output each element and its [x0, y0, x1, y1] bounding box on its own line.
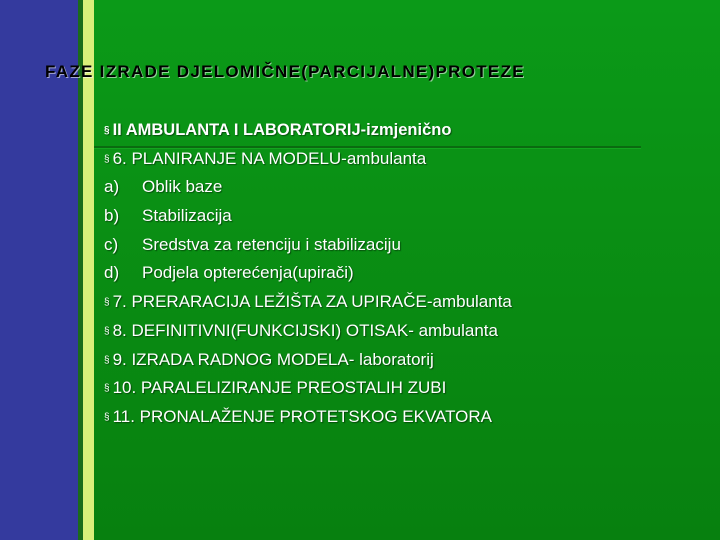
bullet-icon: § — [104, 297, 110, 309]
list-item-text: II AMBULANTA I LABORATORIJ-izmjenično — [112, 121, 452, 139]
list-item-text: Podjela opterećenja(upirači) — [142, 263, 354, 283]
list-item — [104, 202, 704, 231]
content-list — [104, 116, 704, 432]
bullet-icon: § — [104, 325, 110, 337]
list-item — [104, 317, 704, 346]
list-item — [104, 145, 704, 174]
list-item-text: 7. PRERARACIJA LEŽIŠTA ZA UPIRAČE-ambulanta — [112, 292, 512, 312]
list-item-text: Stabilizacija — [142, 206, 232, 226]
list-item — [104, 173, 704, 202]
list-item-text: Sredstva za retenciju i stabilizaciju — [142, 234, 401, 254]
list-marker: d) — [104, 263, 120, 283]
list-marker: b) — [104, 206, 120, 226]
list-item-text: 8. DEFINITIVNI(FUNKCIJSKI) OTISAK- ambulanta — [112, 320, 498, 340]
bullet-icon: § — [104, 411, 110, 423]
list-item — [104, 374, 704, 403]
list-item — [104, 403, 704, 432]
list-item-text: 11. PRONALAŽENJE PROTETSKOG EKVATORA — [112, 406, 493, 426]
list-item-text: 10. PARALELIZIRANJE PREOSTALIH ZUBI — [112, 378, 447, 398]
list-marker: c) — [104, 234, 119, 254]
list-item — [104, 231, 704, 260]
list-item — [104, 259, 704, 288]
list-item — [104, 116, 704, 145]
list-item-text: 6. PLANIRANJE NA MODELU-ambulanta — [112, 148, 427, 168]
bullet-icon: § — [104, 354, 110, 366]
list-item-text: 9. IZRADA RADNOG MODELA- laboratorij — [112, 349, 434, 369]
list-item — [104, 346, 704, 375]
bullet-icon: § — [104, 383, 110, 395]
list-item-text: Oblik baze — [142, 177, 223, 197]
list-item — [104, 288, 704, 317]
bullet-icon: § — [104, 125, 110, 136]
list-marker: a) — [104, 177, 120, 197]
bullet-icon: § — [104, 153, 110, 165]
slide-title: FAZE IZRADE DJELOMIČNE(PARCIJALNE)PROTEZE — [45, 62, 525, 81]
